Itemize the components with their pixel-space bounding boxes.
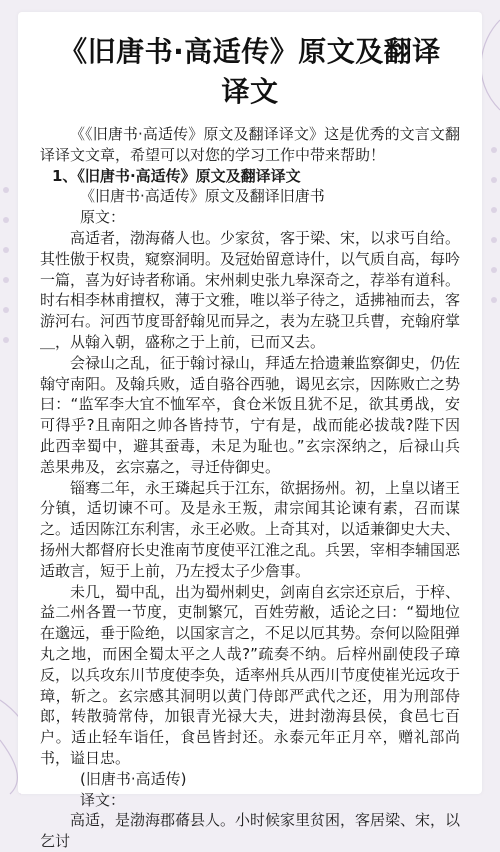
- translation-paragraph-1: 高适，是渤海郡蓨县人。小时候家里贫困，客居梁、宋，以乞讨: [40, 811, 461, 851]
- translation-label: 译文：: [80, 790, 126, 809]
- original-paragraph-2: 会禄山之乱，征于翰讨禄山，拜适左拾遗兼监察御史，仍佐翰守南阳。及翰兵败，适自骆谷西驰，谒见玄宗，因陈败亡之势曰：“监军李大宜不恤军卒，食仓米饭且犹不足，欲其勇战，安可得乎?且南阳之帅各皆持节，宁有是，战而能必拔哉?陛下因此西幸蜀中，避其蚕毒，未足为耻也。”玄宗深纳之，后禄山兵恙果弗及，玄宗嘉之，寻迁侍御史。: [40, 353, 461, 476]
- original-paragraph-3: 锱骞二年，永王璘起兵于江东，欲据扬州。初，上皇以诸王分镇，适切谏不可。及是永王叛，肃宗闻其论谏有素，召而谋之。适因陈江东利害，永王必败。上奇其对，以适兼御史大夫、扬州大都督府长史淮南节度使平江淮之乱。兵罢，宰相李辅国恶适敢言，短于上前，乃左授太子少詹事。: [40, 478, 461, 580]
- article-card: [18, 12, 482, 851]
- intro-paragraph: 《《旧唐书·高适传》原文及翻译译文》这是优秀的文言文翻译译文文章，希望可以对您的学习工作中带来帮助！: [40, 125, 460, 164]
- original-paragraph-4: 未几，蜀中乱，出为蜀州刺史，剑南自玄宗还京后，于梓、益二州各置一节度，吏制繁冗，百姓劳敝，适论之曰：“蜀地位在邈远，垂于险绝，以国家言之，不足以厄其势。奈何以险阻弹丸之地，而困全蜀太平之人哉?”疏奏不纳。后梓州副使段子璋反，以兵攻东川节度使李奂，适率州兵从西川节度使崔光远攻于璋，斩之。玄宗感其洞明以黄门侍郎严武代之还，用为刑部侍郎，转散骑常侍，加银青光禄大夫，进封渤海县侯，食邑七百户。适止轻车诣任，食邑皆封还。永泰元年正月卒，赠礼部尚书，谥日忠。: [40, 582, 461, 767]
- article-body: [18, 112, 482, 852]
- source-line: 《旧唐书·高适传》原文及翻译旧唐书: [80, 187, 325, 206]
- article-title-line-2: 译文: [221, 75, 279, 108]
- article-title-line-1: 《旧唐书·高适传》原文及翻译: [59, 35, 441, 68]
- article-title: [30, 32, 470, 112]
- source-note: (旧唐书·高适传): [80, 769, 187, 788]
- original-label: 原文：: [80, 208, 126, 227]
- section-heading: 1、《旧唐书·高适传》原文及翻译译文: [52, 166, 301, 185]
- original-paragraph-1: 高适者，渤海蓨人也。少家贫，客于梁、宋，以求丐自给。其性傲于权贵，窥察洞明。及冠始留意诗什，以气质自高，每吟一篇，喜为好诗者称诵。宋州刺史张九皋深奇之，荐举有道科。时右相李林甫擅权，薄于文雅，唯以举子待之，适拂袖而去，客游河右。河西节度哥舒翰见而异之，表为左骁卫兵曹，充翰府掌＿，从翰入朝，盛称之于上前，已而又去。: [40, 228, 461, 351]
